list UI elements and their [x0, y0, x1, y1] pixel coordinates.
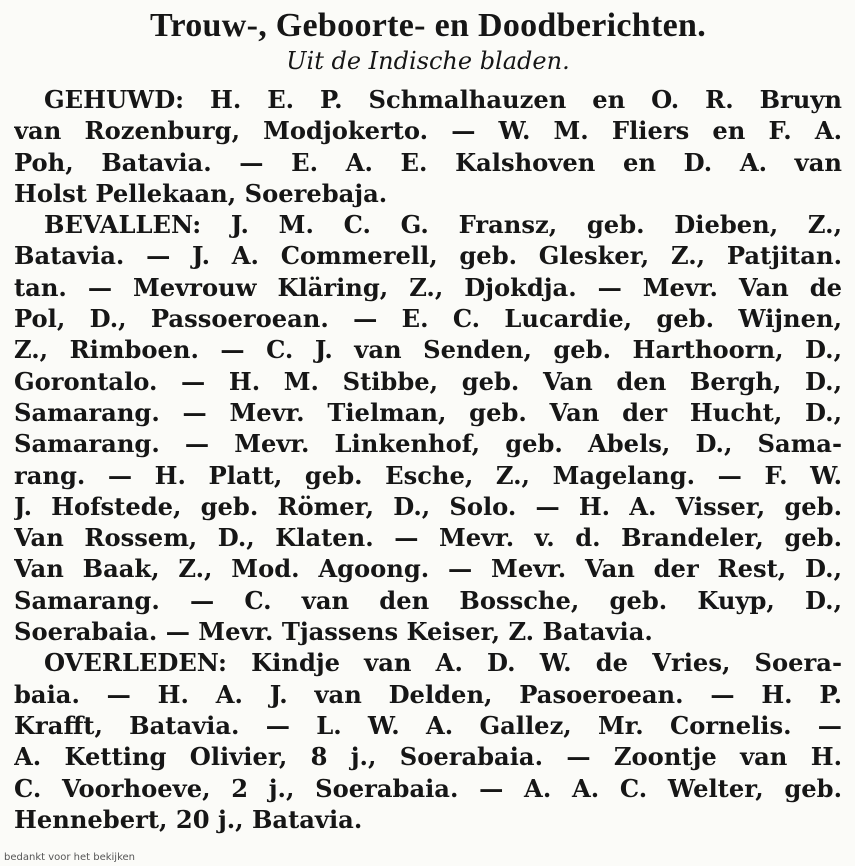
text-line: BEVALLEN: J. M. C. G. Fransz, geb. Dieben, Z., — [44, 210, 842, 240]
article-title: Trouw-, Geboorte- en Doodberichten. — [149, 7, 706, 44]
text-line: OVERLEDEN: Kindje van A. D. W. de Vries, Soera- — [44, 648, 842, 678]
text-line: Van Rossem, D., Klaten. — Mevr. v. d. Brandeler, geb. — [14, 523, 842, 553]
text-line: A. Ketting Olivier, 8 j., Soerabaia. — Zoontje van H. — [14, 742, 842, 772]
newspaper-clipping — [14, 6, 842, 856]
text-line: rang. — H. Platt, geb. Esche, Z., Magelang. — F. W. — [14, 460, 842, 490]
text-line: baia. — H. A. J. van Delden, Pasoeroean. — H. P. — [14, 679, 842, 709]
text-line: Van Baak, Z., Mod. Agoong. — Mevr. Van der Rest, D., — [14, 554, 842, 584]
text-line: Batavia. — J. A. Commerell, geb. Glesker, Z., Patjitan. — [14, 241, 842, 271]
text-line: van Rozenburg, Modjokerto. — W. M. Fliers en F. A. — [14, 116, 842, 146]
text-line: Krafft, Batavia. — L. W. A. Gallez, Mr. Cornelis. — — [14, 710, 842, 740]
section-bevallen — [14, 209, 842, 647]
text-line: Samarang. — C. van den Bossche, geb. Kuyp, D., — [14, 585, 842, 615]
section-overleden — [14, 647, 842, 835]
text-line: Gorontalo. — H. M. Stibbe, geb. Van den Bergh, D., — [14, 366, 842, 396]
text-line: Z., Rimboen. — C. J. van Senden, geb. Harthoorn, D., — [14, 335, 842, 365]
article-subtitle: Uit de Indische bladen. — [286, 47, 570, 75]
text-line: Soerabaia. — Mevr. Tjassens Keiser, Z. Batavia. — [14, 617, 653, 647]
text-line: tan. — Mevrouw Kläring, Z., Djokdja. — Mevr. Van de — [14, 272, 842, 302]
text-line: Pol, D., Passoeroean. — E. C. Lucardie, geb. Wijnen, — [14, 304, 842, 334]
text-line: Hennebert, 20 j., Batavia. — [14, 804, 363, 834]
text-line: Samarang. — Mevr. Linkenhof, geb. Abels, D., Sama- — [14, 429, 842, 459]
text-line: Holst Pellekaan, Soerebaja. — [14, 178, 388, 208]
text-line: J. Hofstede, geb. Römer, D., Solo. — H. A. Visser, geb. — [14, 491, 842, 521]
text-line: Samarang. — Mevr. Tielman, geb. Van der Hucht, D., — [14, 397, 842, 427]
text-line: GEHUWD: H. E. P. Schmalhauzen en O. R. Bruyn — [44, 85, 842, 114]
section-gehuwd — [14, 84, 842, 209]
text-line: Poh, Batavia. — E. A. E. Kalshoven en D. A. van — [14, 147, 842, 177]
text-line: C. Voorhoeve, 2 j., Soerabaia. — A. A. C. Welter, geb. — [14, 773, 842, 803]
watermark-note: bedankt voor het bekijken — [4, 852, 136, 863]
